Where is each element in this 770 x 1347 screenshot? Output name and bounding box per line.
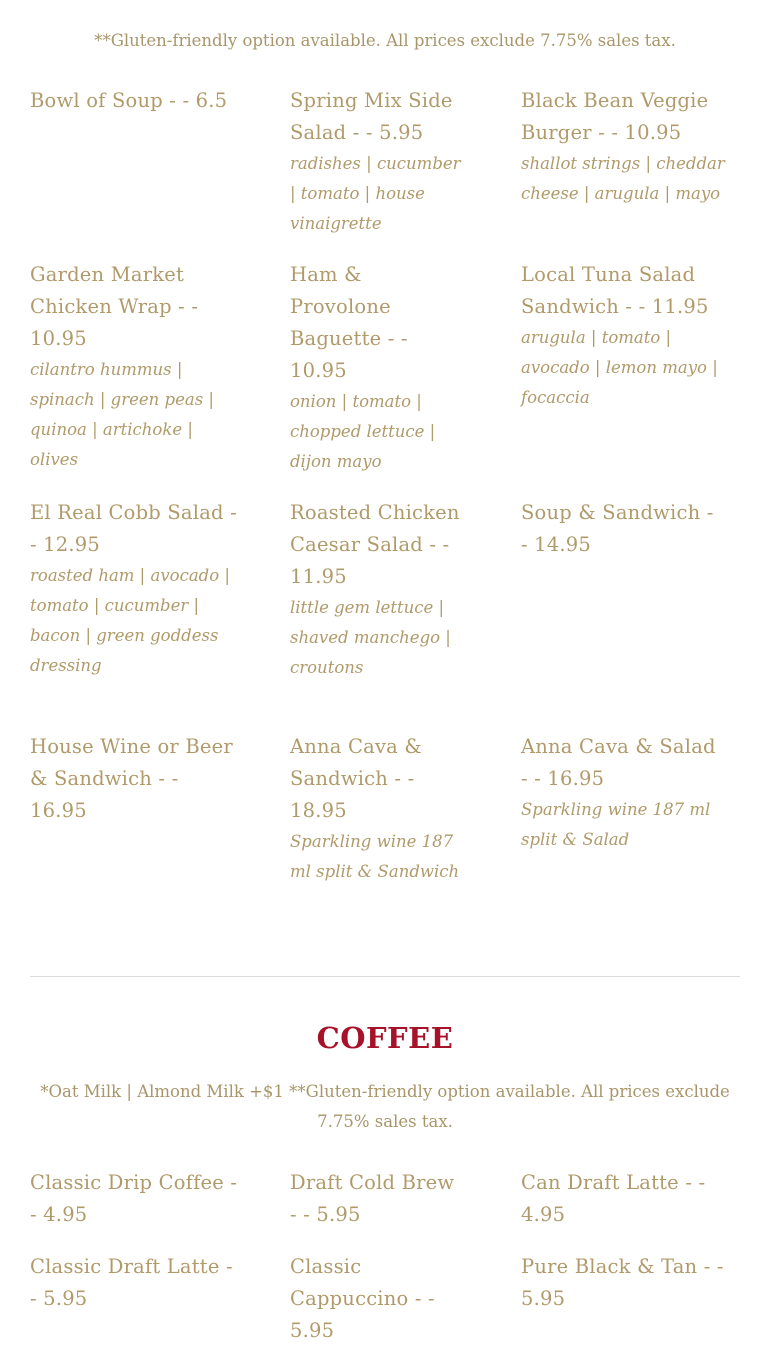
menu-item-title: El Real Cobb Salad - - 12.95 bbox=[30, 501, 237, 556]
menu-item-title: Can Draft Latte - - 4.95 bbox=[521, 1171, 706, 1226]
menu-item-title: Pure Black & Tan - - 5.95 bbox=[521, 1255, 724, 1310]
menu-item bbox=[521, 497, 726, 561]
menu-item-title: Soup & Sandwich - - 14.95 bbox=[521, 501, 714, 556]
menu-item bbox=[30, 1167, 240, 1231]
menu-item bbox=[30, 497, 240, 681]
menu-item-description: roasted ham | avocado | tomato | cucumber | bacon | green goddess dressing bbox=[30, 566, 230, 675]
lunch-tax-note: **Gluten-friendly option available. All prices exclude 7.75% sales tax. bbox=[94, 31, 676, 50]
menu-item-description: radishes | cucumber | tomato | house vinaigrette bbox=[290, 154, 461, 233]
lunch-menu-grid bbox=[30, 85, 740, 925]
menu-item bbox=[521, 85, 726, 209]
menu-item-title: House Wine or Beer & Sandwich - - 16.95 bbox=[30, 735, 233, 822]
menu-item bbox=[30, 1251, 240, 1315]
menu-item-title: Anna Cava & Sandwich - - 18.95 bbox=[290, 735, 422, 822]
menu-item-title: Classic Draft Latte - - 5.95 bbox=[30, 1255, 233, 1310]
menu-item-description: onion | tomato | chopped lettuce | dijon mayo bbox=[290, 392, 436, 471]
menu-item-title: Bowl of Soup - - 6.5 bbox=[30, 89, 228, 112]
menu-item-description: arugula | tomato | avocado | lemon mayo | focaccia bbox=[521, 328, 718, 407]
menu-item-description: Sparkling wine 187 ml split & Sandwich bbox=[290, 832, 460, 881]
section-divider bbox=[30, 976, 740, 977]
menu-item-title: Anna Cava & Salad - - 16.95 bbox=[521, 735, 716, 790]
menu-item bbox=[521, 259, 726, 413]
menu-item bbox=[290, 85, 470, 239]
menu-item bbox=[290, 1167, 465, 1231]
coffee-menu-grid bbox=[30, 1167, 740, 1342]
menu-item-description: little gem lettuce | shaved manchego | croutons bbox=[290, 598, 451, 677]
menu-item-title: Classic Cappuccino - - 5.95 bbox=[290, 1255, 435, 1342]
menu-item bbox=[290, 497, 470, 683]
coffee-section-title: COFFEE bbox=[316, 1021, 454, 1055]
menu-item bbox=[30, 85, 240, 117]
menu-item-title: Garden Market Chicken Wrap - - 10.95 bbox=[30, 263, 199, 350]
menu-item bbox=[290, 731, 470, 887]
menu-item-title: Black Bean Veggie Burger - - 10.95 bbox=[521, 89, 709, 144]
menu-item-title: Draft Cold Brew - - 5.95 bbox=[290, 1171, 455, 1226]
menu-item-title: Roasted Chicken Caesar Salad - - 11.95 bbox=[290, 501, 460, 588]
menu-item-title: Local Tuna Salad Sandwich - - 11.95 bbox=[521, 263, 709, 318]
menu-item-description: Sparkling wine 187 ml split & Salad bbox=[521, 800, 711, 849]
menu-item bbox=[30, 731, 240, 827]
menu-item-title: Classic Drip Coffee - - 4.95 bbox=[30, 1171, 238, 1226]
menu-item-description: shallot strings | cheddar cheese | arugula | mayo bbox=[521, 154, 725, 203]
menu-item bbox=[521, 731, 726, 855]
menu-item-title: Spring Mix Side Salad - - 5.95 bbox=[290, 89, 453, 144]
menu-item bbox=[290, 259, 450, 477]
menu-item bbox=[290, 1251, 460, 1347]
menu-item-description: cilantro hummus | spinach | green peas | quinoa | artichoke | olives bbox=[30, 360, 214, 469]
menu-item-title: Ham & Provolone Baguette - - 10.95 bbox=[290, 263, 408, 382]
menu-item bbox=[30, 259, 240, 475]
menu-item bbox=[521, 1167, 721, 1231]
menu-item bbox=[521, 1251, 726, 1315]
coffee-tax-note: *Oat Milk | Almond Milk +$1 **Gluten-friendly option available. All prices exclude 7.75% sales tax. bbox=[40, 1082, 730, 1131]
